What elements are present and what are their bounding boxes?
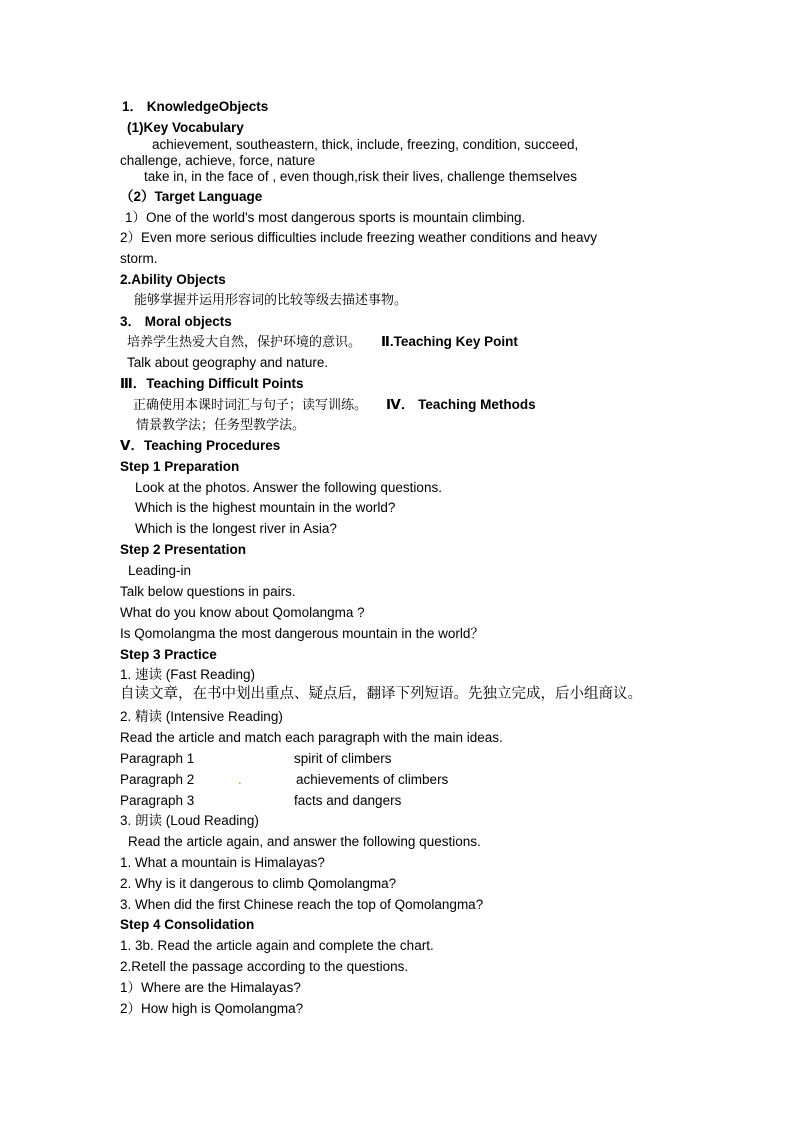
teaching-methods-text: 情景教学法；任务型教学法。 <box>136 417 306 432</box>
step-2-question: Is Qomolangma the most dangerous mountain in the world？ <box>120 626 484 641</box>
moral-objects-heading: 3． Moral objects <box>120 314 232 329</box>
main-idea-text: facts and dangers <box>294 793 402 808</box>
vocabulary-words-line: achievement, southeastern, thick, include, freezing, condition, succeed, <box>152 137 579 152</box>
step-1-instruction: Look at the photos. Answer the following questions. <box>135 480 442 495</box>
step-2-instruction: Talk below questions in pairs. <box>120 584 296 599</box>
step-3-heading: Step 3 Practice <box>120 647 217 662</box>
fast-reading-label: 1. 速读 (Fast Reading) <box>120 667 256 682</box>
vocabulary-phrases-line: take in, in the face of , even though,risk their lives, challenge themselves <box>144 169 577 184</box>
target-sentence-continued: storm. <box>120 251 158 266</box>
target-language-heading: （2）Target Language <box>120 189 263 204</box>
step-1-question: Which is the longest river in Asia? <box>135 521 337 536</box>
fast-reading-instruction: 自读文章，在书中划出重点、疑点后，翻译下列短语。先独立完成，后小组商议。 <box>120 686 642 702</box>
difficult-points-text: 正确使用本课时词汇与句子；读写训练。 <box>133 397 368 412</box>
retell-question: 1）Where are the Himalayas? <box>120 980 301 995</box>
intensive-reading-label: 2. 精读 (Intensive Reading) <box>120 709 283 724</box>
loud-reading-question: 2. Why is it dangerous to climb Qomolangma? <box>120 876 397 891</box>
main-idea-text: spirit of climbers <box>294 751 392 766</box>
consolidation-task: 2.Retell the passage according to the questions. <box>120 959 409 974</box>
consolidation-task: 1. 3b. Read the article again and complete the chart. <box>120 938 434 953</box>
step-2-heading: Step 2 Presentation <box>120 542 247 557</box>
step-2-question: What do you know about Qomolangma ? <box>120 605 365 620</box>
key-vocabulary-heading: (1)Key Vocabulary <box>127 120 244 135</box>
paragraph-label: Paragraph 2 <box>120 772 195 787</box>
intensive-reading-instruction: Read the article and match each paragraph with the main ideas. <box>120 730 503 745</box>
teaching-procedures-heading: Ⅴ．Teaching Procedures <box>120 438 281 453</box>
loud-reading-label: 3. 朗读 (Loud Reading) <box>120 813 259 828</box>
main-idea-text: achievements of climbers <box>296 772 449 787</box>
step-1-question: Which is the highest mountain in the world? <box>135 500 396 515</box>
teaching-key-point-text: Talk about geography and nature. <box>127 355 329 370</box>
loud-reading-question: 3. When did the first Chinese reach the top of Qomolangma? <box>120 897 484 912</box>
paragraph-label: Paragraph 1 <box>120 751 195 766</box>
retell-question: 2）How high is Qomolangma? <box>120 1001 304 1016</box>
step-4-heading: Step 4 Consolidation <box>120 917 255 932</box>
target-sentence: 2）Even more serious difficulties include freezing weather conditions and heavy <box>120 230 598 245</box>
moral-objects-text: 培养学生热爱大自然，保护环境的意识。 <box>127 334 362 349</box>
ability-objects-text: 能够掌握并运用形容词的比较等级去描述事物。 <box>134 292 408 307</box>
paragraph-label: Paragraph 3 <box>120 793 195 808</box>
teaching-key-point-heading: Ⅱ.Teaching Key Point <box>381 334 518 349</box>
section-knowledge-objects-heading: 1． KnowledgeObjects <box>122 99 269 114</box>
loud-reading-instruction: Read the article again, and answer the following questions. <box>128 834 481 849</box>
vocabulary-words-line: challenge, achieve, force, nature <box>120 153 316 168</box>
loud-reading-question: 1. What a mountain is Himalayas? <box>120 855 325 870</box>
step-1-heading: Step 1 Preparation <box>120 459 240 474</box>
target-sentence: 1）One of the world's most dangerous sports is mountain climbing. <box>125 210 526 225</box>
leading-in-label: Leading-in <box>128 563 192 578</box>
teaching-methods-heading: Ⅳ． Teaching Methods <box>386 397 536 412</box>
ability-objects-heading: 2.Ability Objects <box>120 272 226 287</box>
teaching-difficult-points-heading: Ⅲ．Teaching Difficult Points <box>120 376 304 391</box>
stray-dot-mark: . <box>238 772 242 787</box>
